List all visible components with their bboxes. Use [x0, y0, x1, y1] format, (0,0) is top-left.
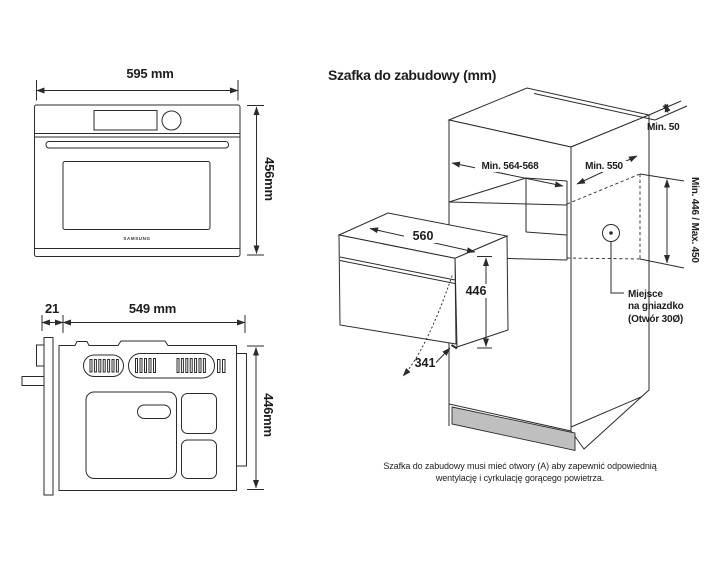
side-panel-pill	[138, 405, 171, 419]
vent-caption	[355, 461, 685, 484]
front-width-label: 595 mm	[126, 66, 174, 81]
display-screen	[94, 111, 157, 131]
socket-dot	[609, 231, 613, 235]
control-knob	[162, 111, 181, 130]
oven-depth-label: 560	[404, 229, 442, 243]
front-height-label: 456mm	[262, 157, 277, 201]
side-width-label: 549 mm	[128, 301, 177, 316]
oven-height-label: 446	[461, 284, 491, 298]
top-clearance-label: Min. 50	[647, 122, 680, 133]
socket-note-line2: na gniazdko	[628, 301, 684, 313]
vent-caption-line2: wentylację i cyrkulację gorącego powietrza.	[435, 472, 605, 483]
side-panel-small-1	[182, 394, 217, 434]
back-panel	[237, 354, 247, 467]
oven-front-outline	[35, 105, 241, 257]
side-door-depth-label: 21	[44, 301, 60, 316]
niche-height-label: Min. 446 / Max. 450	[689, 177, 700, 263]
vent-slots-2	[136, 359, 226, 373]
oven-front-view	[35, 80, 265, 257]
door-window	[63, 162, 210, 230]
door-swing-label: 341	[414, 356, 436, 370]
niche-width-label: Min. 564-568	[475, 161, 545, 172]
control-panel-profile	[37, 345, 45, 366]
min50-extension-2	[655, 106, 687, 120]
cabinet-drawing	[339, 88, 687, 451]
vent-caption-line1: Szafka do zabudowy musi mieć otwory (A) aby zapewnić odpowiednią	[383, 461, 657, 471]
oven-side-view	[22, 315, 264, 495]
niche-depth-label: Min. 550	[579, 161, 629, 172]
side-height-label: 446mm	[261, 393, 276, 437]
min50-extension-1	[649, 101, 681, 115]
cabinet-title: Szafka do zabudowy (mm)	[328, 67, 497, 83]
socket-note-line3: (Otwór 30Ø)	[628, 313, 684, 325]
vent-group-2	[129, 354, 215, 379]
socket-note-line1: Miejsce	[628, 289, 663, 300]
socket-note	[628, 289, 684, 326]
door-profile	[44, 338, 53, 496]
door-handle	[46, 142, 229, 149]
vent-slots-1	[90, 360, 118, 373]
side-panel-small-2	[182, 440, 217, 479]
brand-logo: SAMSUNG	[123, 236, 151, 241]
handle-profile	[22, 377, 44, 386]
